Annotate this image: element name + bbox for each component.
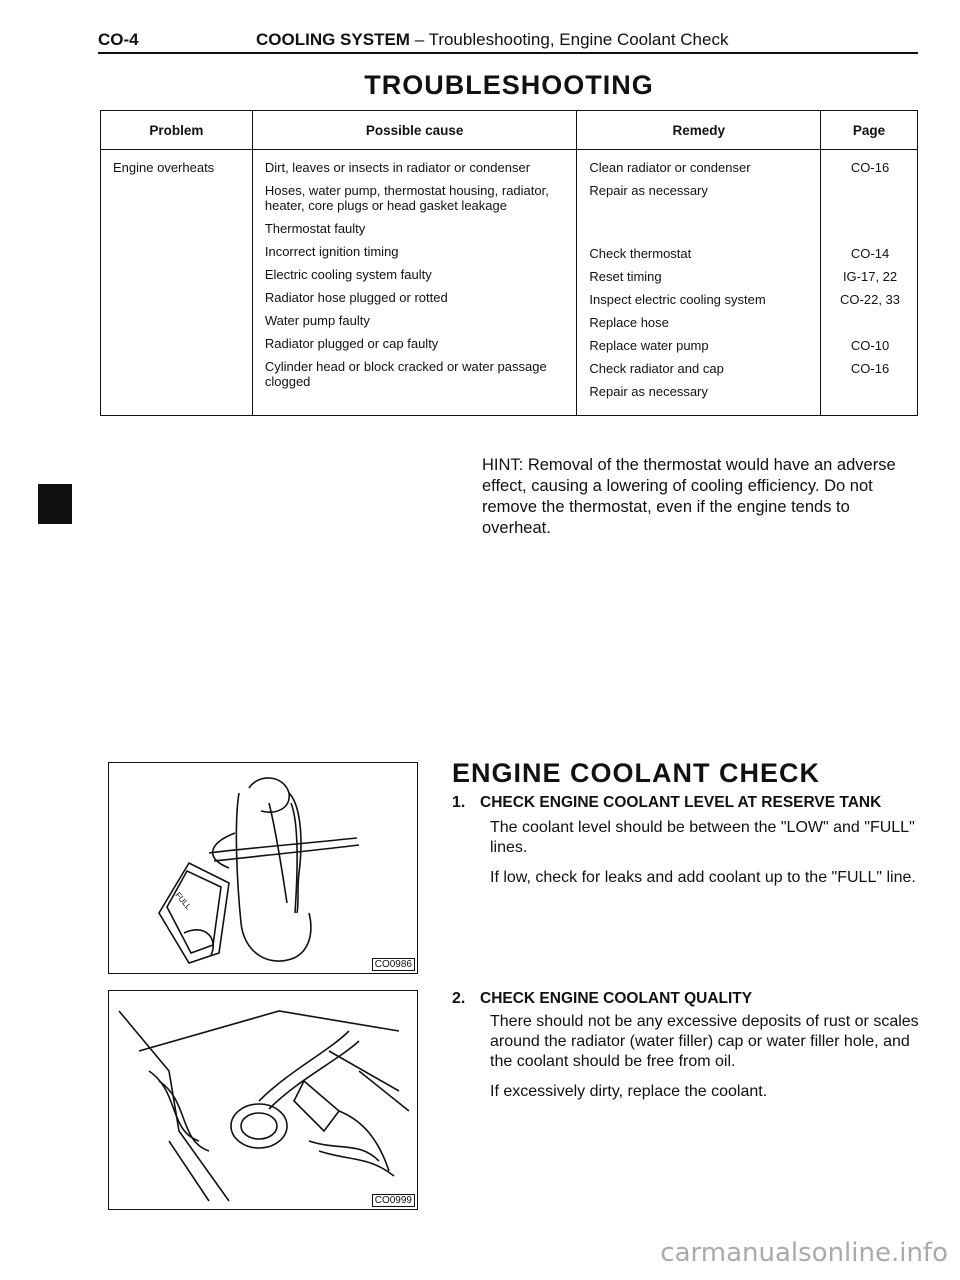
step-number: 2.	[452, 990, 466, 1007]
remedy-item: Check radiator and cap	[589, 361, 724, 376]
page-header	[98, 28, 918, 54]
cause-item: Electric cooling system faulty	[264, 267, 432, 282]
remedy-item: Replace hose	[589, 315, 669, 330]
troubleshooting-table	[100, 110, 918, 416]
column-header-problem: Problem	[101, 111, 253, 150]
step-heading: CHECK ENGINE COOLANT QUALITY	[480, 990, 753, 1007]
step-number: 1.	[452, 794, 466, 811]
step-2	[452, 990, 932, 1130]
table-header-row	[101, 111, 918, 150]
cause-item: Thermostat faulty	[264, 221, 366, 236]
section-tab-marker	[38, 484, 72, 524]
page-ref: CO-16	[850, 361, 890, 376]
cause-item: Dirt, leaves or insects in radiator or condenser	[264, 160, 531, 175]
remedy-item: Reset timing	[589, 269, 662, 284]
table-row	[101, 150, 918, 416]
step-paragraph: If excessively dirty, replace the coolant.	[490, 1083, 768, 1100]
figure-code: CO0986	[372, 958, 415, 971]
figure-code: CO0999	[372, 1194, 415, 1207]
remedy-item: Replace water pump	[589, 338, 709, 353]
page-ref: CO-14	[850, 246, 890, 261]
page-code: CO-4	[98, 30, 139, 49]
cause-item: Incorrect ignition timing	[264, 244, 399, 259]
remedy-item: Clean radiator or condenser	[589, 160, 751, 175]
page-ref: CO-10	[850, 338, 890, 353]
causes-cell	[252, 150, 577, 416]
remedies-cell	[577, 150, 821, 416]
column-header-cause: Possible cause	[252, 111, 577, 150]
cause-item: Cylinder head or block cracked or water passage clogged	[264, 359, 547, 389]
engine-coolant-check-title: ENGINE COOLANT CHECK	[452, 758, 821, 788]
troubleshooting-title: TROUBLESHOOTING	[364, 70, 654, 100]
watermark-url: carmanualsonline.info	[660, 1238, 948, 1268]
cause-item: Radiator hose plugged or rotted	[264, 290, 448, 305]
page-ref: CO-16	[850, 160, 890, 175]
cause-item: Hoses, water pump, thermostat housing, radiator, heater, core plugs or head gasket leakage	[264, 183, 549, 213]
remedy-item: Repair as necessary	[589, 183, 708, 198]
step-heading: CHECK ENGINE COOLANT LEVEL AT RESERVE TANK	[480, 794, 882, 811]
page-header-title: COOLING SYSTEM – Troubleshooting, Engine Coolant Check	[256, 30, 729, 49]
radiator-cap-figure	[108, 990, 418, 1210]
column-header-remedy: Remedy	[577, 111, 821, 150]
reserve-tank-illustration	[109, 763, 417, 973]
problem-cell: Engine overheats	[101, 150, 253, 416]
step-paragraph: There should not be any excessive deposits of rust or scales around the radiator (water filler) cap or water filler hole, and the coolant should be free from oil.	[490, 1013, 919, 1070]
pages-cell	[821, 150, 918, 416]
cause-item: Radiator plugged or cap faulty	[264, 336, 439, 351]
radiator-cap-illustration	[109, 991, 417, 1209]
hint-text: HINT: Removal of the thermostat would have an adverse effect, causing a lowering of cooling efficiency. Do not remove the thermostat, even if the engine tends to overheat.	[482, 456, 896, 537]
remedy-item: Inspect electric cooling system	[589, 292, 766, 307]
cause-item: Water pump faulty	[264, 313, 370, 328]
step-paragraph: The coolant level should be between the "LOW" and "FULL" lines.	[490, 819, 915, 856]
step-paragraph: If low, check for leaks and add coolant up to the "FULL" line.	[490, 869, 916, 886]
step-1	[452, 794, 932, 934]
reserve-tank-figure	[108, 762, 418, 974]
page-ref: CO-22, 33	[840, 292, 901, 307]
column-header-page: Page	[821, 111, 918, 150]
page-ref: IG-17, 22	[842, 269, 898, 284]
full-label: FULL	[173, 890, 193, 912]
remedy-item: Repair as necessary	[589, 384, 708, 399]
remedy-item: Check thermostat	[589, 246, 692, 261]
